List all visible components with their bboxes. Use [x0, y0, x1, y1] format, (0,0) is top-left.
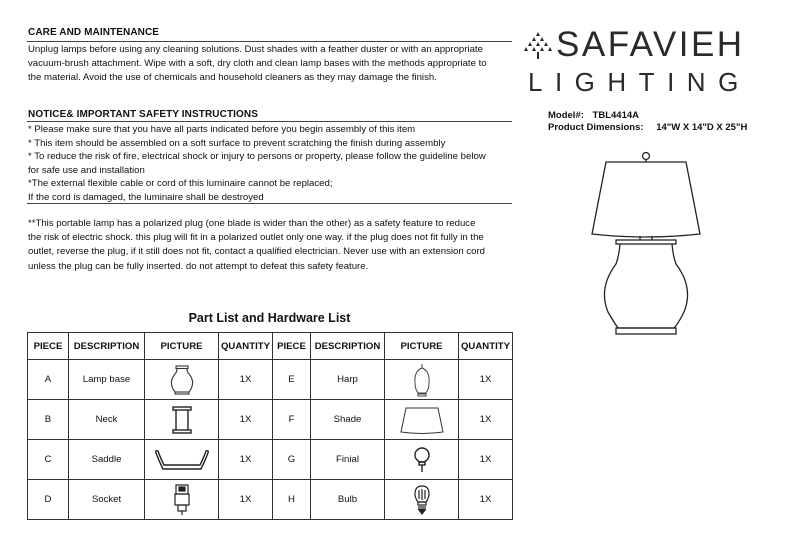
- header-picture: PICTURE: [145, 333, 219, 360]
- description-cell: Saddle: [69, 440, 145, 480]
- bulb-icon: [385, 484, 458, 516]
- piece-cell: H: [273, 480, 311, 520]
- quantity-cell: 1X: [219, 400, 273, 440]
- quantity-cell: 1X: [219, 440, 273, 480]
- header-description: DESCRIPTION: [311, 333, 385, 360]
- model-label: Model#:: [548, 110, 584, 121]
- care-paragraph: [28, 43, 487, 86]
- fountain-logo-icon: [523, 32, 553, 65]
- parts-table: [27, 332, 513, 520]
- harp-icon: [385, 363, 458, 397]
- piece-cell: F: [273, 400, 311, 440]
- header-description: DESCRIPTION: [69, 333, 145, 360]
- neck-icon: [145, 405, 218, 435]
- picture-cell: [385, 360, 459, 400]
- plug-paragraph: [28, 217, 485, 274]
- care-title: CARE AND MAINTENANCE: [28, 27, 160, 38]
- piece-cell: C: [28, 440, 69, 480]
- table-row: [28, 440, 513, 480]
- finial-icon: [385, 446, 458, 474]
- care-line: the material. Avoid the use of chemicals and household cleaners as they may damage the finish.: [28, 72, 437, 84]
- safety-line: *The external flexible cable or cord of this luminaire cannot be replaced;: [28, 178, 333, 190]
- quantity-cell: 1X: [459, 360, 513, 400]
- care-line: Unplug lamps before using any cleaning solutions. Dust shades with a feather duster or with an appropriate: [28, 44, 483, 55]
- care-line: vacuum-brush attachment. Wipe with a soft, dry cloth and clean lamp bases with the methods appropriate to: [28, 58, 487, 70]
- dimensions-line: [548, 122, 747, 133]
- quantity-cell: 1X: [459, 400, 513, 440]
- picture-cell: [145, 480, 219, 520]
- description-cell: Neck: [69, 400, 145, 440]
- description-cell: Shade: [311, 400, 385, 440]
- piece-cell: A: [28, 360, 69, 400]
- piece-cell: E: [273, 360, 311, 400]
- quantity-cell: 1X: [459, 480, 513, 520]
- table-row: [28, 400, 513, 440]
- brand-name: SAFAVIEH: [556, 25, 745, 64]
- safety-line: If the cord is damaged, the luminaire shall be destroyed: [28, 191, 264, 203]
- model-line: [548, 110, 639, 121]
- plug-line: the risk of electric shock. this plug will fit in a polarized outlet only one way. if the plug does not fit fully in the: [28, 232, 484, 244]
- safety-line: * This item should be assembled on a soft surface to prevent scratching the finish during assembly: [28, 137, 446, 149]
- dimensions-label: Product Dimensions:: [548, 122, 644, 133]
- header-quantity: QUANTITY: [219, 333, 273, 360]
- description-cell: Harp: [311, 360, 385, 400]
- plug-line: **This portable lamp has a polarized plug (one blade is wider than the other) as a safety feature to reduce: [28, 218, 476, 229]
- socket-icon: [145, 484, 218, 516]
- picture-cell: [385, 400, 459, 440]
- header-piece: PIECE: [273, 333, 311, 360]
- brand-sub: LIGHTING: [528, 67, 751, 97]
- description-cell: Lamp base: [69, 360, 145, 400]
- saddle-icon: [145, 449, 218, 471]
- model-value: TBL4414A: [592, 110, 639, 121]
- quantity-cell: 1X: [459, 440, 513, 480]
- description-cell: Socket: [69, 480, 145, 520]
- safety-line: for safe use and installation: [28, 164, 145, 176]
- picture-cell: [145, 400, 219, 440]
- safety-paragraph: [28, 123, 486, 205]
- lamp-base-icon: [145, 365, 218, 395]
- picture-cell: [145, 360, 219, 400]
- safety-line: * To reduce the risk of fire, electrical shock or injury to persons or property, please follow the guideline below: [28, 151, 486, 163]
- table-header-row: [28, 333, 513, 360]
- dimensions-value: 14"W X 14"D X 25"H: [656, 122, 748, 133]
- safety-divider: [27, 121, 512, 122]
- lamp-illustration-icon: [588, 148, 708, 353]
- care-divider: [27, 41, 512, 42]
- shade-icon: [385, 405, 458, 435]
- picture-cell: [145, 440, 219, 480]
- description-cell: Bulb: [311, 480, 385, 520]
- parts-title: Part List and Hardware List: [188, 311, 351, 325]
- header-piece: PIECE: [28, 333, 69, 360]
- header-picture: PICTURE: [385, 333, 459, 360]
- picture-cell: [385, 480, 459, 520]
- piece-cell: B: [28, 400, 69, 440]
- piece-cell: G: [273, 440, 311, 480]
- safety-bottom-divider: [27, 203, 512, 204]
- piece-cell: D: [28, 480, 69, 520]
- plug-line: outlet, reverse the plug, if it still does not fit, contact a qualified electrician. Never use with an extension cord: [28, 246, 486, 258]
- quantity-cell: 1X: [219, 480, 273, 520]
- quantity-cell: 1X: [219, 360, 273, 400]
- picture-cell: [385, 440, 459, 480]
- table-row: [28, 480, 513, 520]
- plug-line: unless the plug can be fully inserted. do not attempt to defeat this safety feature.: [28, 260, 369, 272]
- description-cell: Finial: [311, 440, 385, 480]
- safety-title: NOTICE& IMPORTANT SAFETY INSTRUCTIONS: [28, 109, 258, 120]
- header-quantity: QUANTITY: [459, 333, 513, 360]
- safety-line: * Please make sure that you have all parts indicated before you begin assembly of this item: [28, 124, 416, 135]
- table-row: [28, 360, 513, 400]
